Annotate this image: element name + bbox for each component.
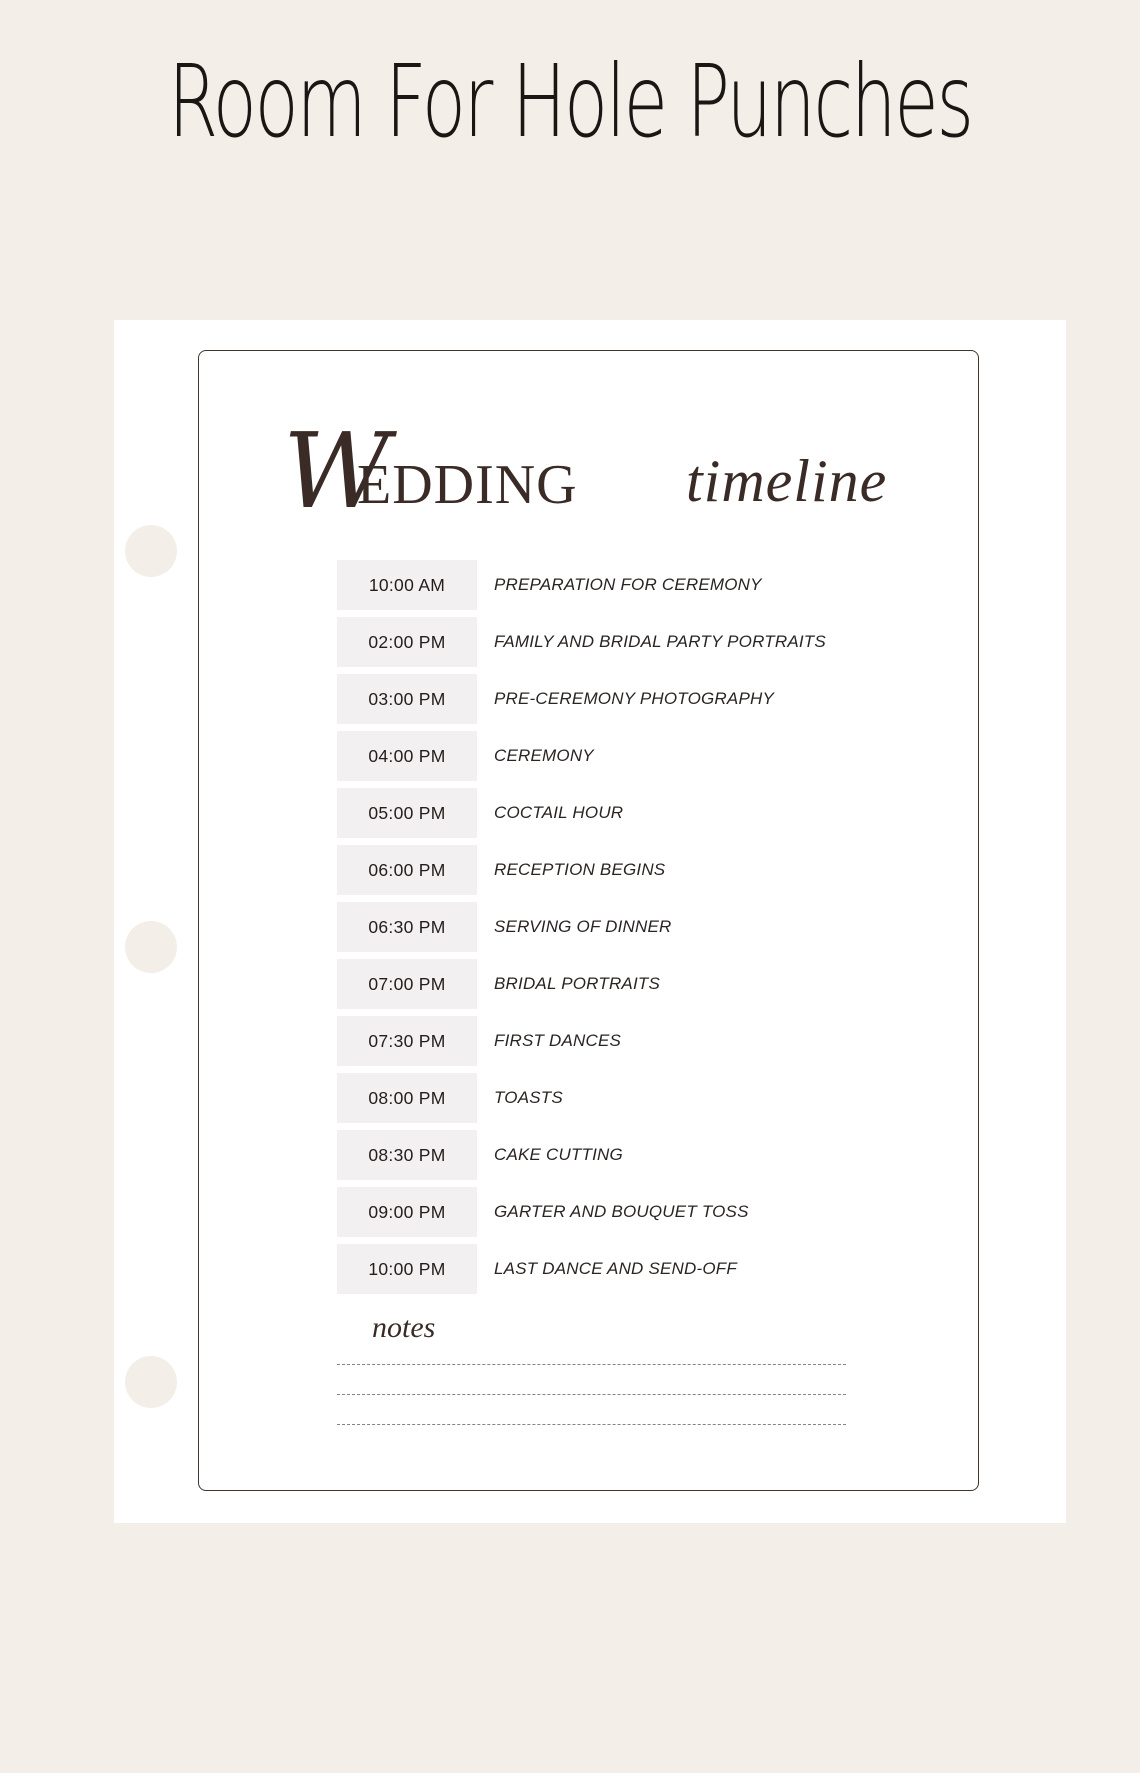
schedule-time: 05:00 PM (337, 788, 477, 838)
title-initial: W (283, 410, 390, 532)
note-line[interactable] (337, 1424, 846, 1425)
schedule-event: CAKE CUTTING (494, 1145, 623, 1164)
schedule-event: TOASTS (494, 1088, 563, 1107)
schedule-time: 04:00 PM (337, 731, 477, 781)
schedule-time: 07:30 PM (337, 1016, 477, 1066)
punch-hole-bottom (125, 1356, 177, 1408)
schedule-event: GARTER AND BOUQUET TOSS (494, 1202, 749, 1221)
schedule-row (337, 959, 897, 1009)
punch-hole-top (125, 525, 177, 577)
note-line[interactable] (337, 1364, 846, 1365)
schedule-event: LAST DANCE AND SEND-OFF (494, 1259, 737, 1278)
schedule-row (337, 731, 897, 781)
schedule-row (337, 674, 897, 724)
schedule-event: BRIDAL PORTRAITS (494, 974, 661, 993)
schedule-time: 08:30 PM (337, 1130, 477, 1180)
schedule-row (337, 845, 897, 895)
schedule-row (337, 902, 897, 952)
schedule-time: 03:00 PM (337, 674, 477, 724)
schedule-row (337, 560, 897, 610)
punch-hole-middle (125, 921, 177, 973)
schedule-time: 10:00 AM (337, 560, 477, 610)
schedule-row (337, 788, 897, 838)
schedule-event: FAMILY AND BRIDAL PARTY PORTRAITS (494, 632, 826, 651)
schedule-row (337, 1187, 897, 1237)
title-word: EDDING (357, 454, 578, 516)
schedule-time: 07:00 PM (337, 959, 477, 1009)
schedule-event: CEREMONY (494, 746, 594, 765)
schedule-time: 10:00 PM (337, 1244, 477, 1294)
schedule-event: COCTAIL HOUR (494, 803, 624, 822)
schedule-row (337, 1016, 897, 1066)
schedule-event: PRE-CEREMONY PHOTOGRAPHY (494, 689, 774, 708)
planner-sheet (114, 320, 1066, 1523)
schedule-row (337, 1130, 897, 1180)
schedule-row (337, 1073, 897, 1123)
page-title (199, 410, 980, 532)
schedule-event: PREPARATION FOR CEREMONY (494, 575, 762, 594)
timeline-frame (198, 350, 979, 1491)
schedule-event: SERVING OF DINNER (494, 917, 672, 936)
schedule-time: 02:00 PM (337, 617, 477, 667)
schedule-time: 08:00 PM (337, 1073, 477, 1123)
schedule-time: 09:00 PM (337, 1187, 477, 1237)
schedule-time: 06:30 PM (337, 902, 477, 952)
notes-label: notes (372, 1311, 436, 1344)
schedule-time: 06:00 PM (337, 845, 477, 895)
title-script: timeline (686, 448, 888, 514)
page-headline: Room For Hole Punches (168, 43, 972, 160)
schedule-row (337, 1244, 897, 1294)
schedule-event: FIRST DANCES (494, 1031, 622, 1050)
note-line[interactable] (337, 1394, 846, 1395)
schedule-row (337, 617, 897, 667)
schedule-event: RECEPTION BEGINS (494, 860, 666, 879)
